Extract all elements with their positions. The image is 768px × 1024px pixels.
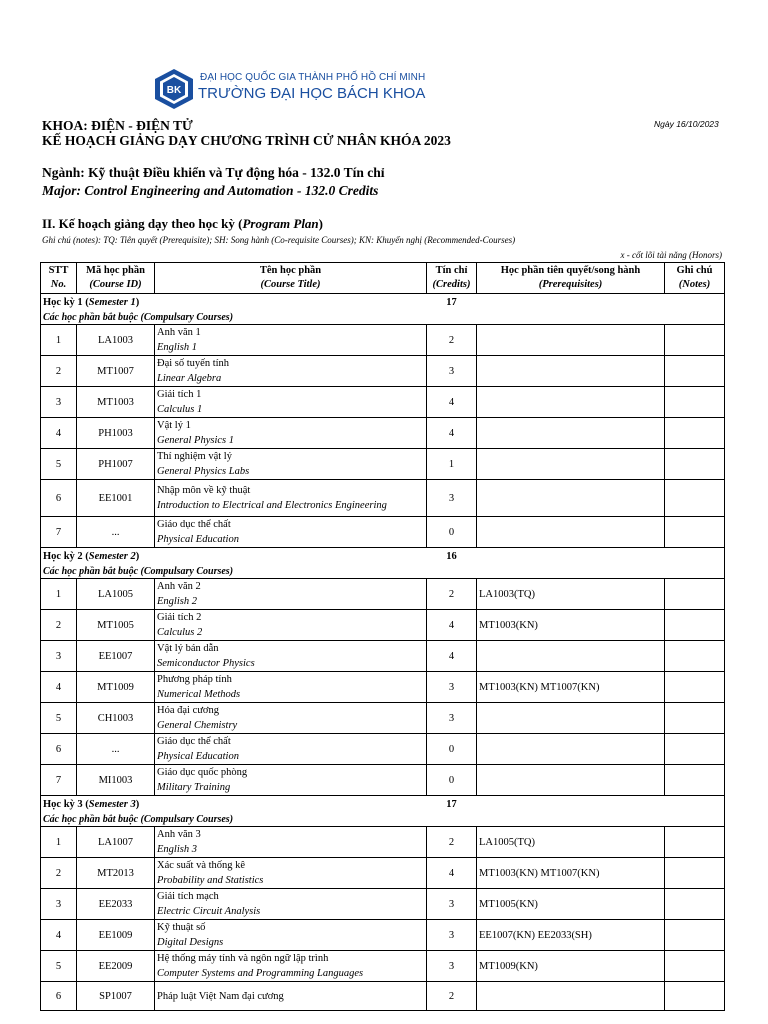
course-group-label: Các học phần bắt buộc (Compulsary Courses) — [41, 564, 725, 579]
cell-notes — [665, 734, 725, 765]
cell-course-id: ... — [77, 517, 155, 548]
cell-course-title — [155, 827, 427, 858]
cell-stt: 3 — [41, 889, 77, 920]
course-title-vi: Vật lý bán dẫn — [157, 643, 219, 654]
cell-course-id: PH1003 — [77, 418, 155, 449]
cell-credits: 3 — [427, 480, 477, 517]
cell-credits: 0 — [427, 517, 477, 548]
cell-course-id: EE2033 — [77, 889, 155, 920]
table-row — [41, 641, 725, 672]
table-row — [41, 418, 725, 449]
cell-stt: 6 — [41, 734, 77, 765]
cell-stt: 1 — [41, 827, 77, 858]
cell-notes — [665, 827, 725, 858]
course-title-vi: Anh văn 3 — [157, 829, 201, 840]
cell-course-title — [155, 449, 427, 480]
plan-heading: II. Kế hoạch giảng dạy theo học kỳ (Program Plan) — [42, 216, 324, 231]
course-title-en: English 1 — [157, 342, 197, 353]
course-title-en: Probability and Statistics — [157, 875, 264, 886]
cell-stt: 4 — [41, 920, 77, 951]
cell-credits: 1 — [427, 449, 477, 480]
course-title-en: English 3 — [157, 844, 197, 855]
course-title-vi: Hệ thống máy tính và ngôn ngữ lập trình — [157, 953, 329, 964]
cell-course-title — [155, 982, 427, 1011]
cell-course-title — [155, 610, 427, 641]
logo-university-system: ĐẠI HỌC QUỐC GIA THÀNH PHỐ HỒ CHÍ MINH — [200, 72, 426, 83]
semester-credits: 16 — [427, 548, 477, 565]
cell-stt: 3 — [41, 387, 77, 418]
cell-prerequisites — [477, 387, 665, 418]
program-title: KẾ HOẠCH GIẢNG DẠY CHƯƠNG TRÌNH CỬ NHÂN KHÓA 2023 — [42, 133, 451, 148]
cell-prerequisites: MT1003(KN) — [477, 610, 665, 641]
cell-course-title — [155, 920, 427, 951]
semester-header-row — [41, 796, 725, 813]
cell-prerequisites: MT1003(KN) MT1007(KN) — [477, 672, 665, 703]
university-logo — [153, 68, 453, 112]
cell-stt: 4 — [41, 672, 77, 703]
course-title-vi: Giáo dục quốc phòng — [157, 767, 248, 778]
faculty-title: KHOA: ĐIỆN - ĐIỆN TỬ — [42, 118, 193, 133]
cell-course-id: MT2013 — [77, 858, 155, 889]
cell-credits: 2 — [427, 827, 477, 858]
semester-credits: 17 — [427, 796, 477, 813]
course-title-vi: Phương pháp tính — [157, 674, 232, 685]
cell-prerequisites — [477, 703, 665, 734]
cell-prerequisites — [477, 982, 665, 1011]
course-title-vi: Giáo dục thể chất — [157, 736, 231, 747]
semester-spacer — [477, 548, 725, 565]
cell-notes — [665, 920, 725, 951]
cell-prerequisites — [477, 480, 665, 517]
cell-notes — [665, 982, 725, 1011]
bk-logo-icon — [153, 68, 195, 110]
col-header-notes: Ghi chú (Notes) — [665, 263, 725, 294]
cell-course-id: MI1003 — [77, 765, 155, 796]
course-title-vi: Giải tích mạch — [157, 891, 219, 902]
cell-course-title — [155, 579, 427, 610]
svg-text:BK: BK — [166, 85, 182, 96]
cell-course-title — [155, 418, 427, 449]
cell-course-id: LA1005 — [77, 579, 155, 610]
cell-stt: 5 — [41, 449, 77, 480]
cell-prerequisites: MT1005(KN) — [477, 889, 665, 920]
cell-credits: 4 — [427, 387, 477, 418]
col-header-credits: Tín chỉ (Credits) — [427, 263, 477, 294]
course-title-en: Physical Education — [157, 751, 239, 762]
cell-course-title — [155, 356, 427, 387]
table-row — [41, 579, 725, 610]
cell-stt: 6 — [41, 982, 77, 1011]
semester-header-row — [41, 294, 725, 311]
course-title-vi: Thí nghiệm vật lý — [157, 451, 232, 462]
cell-stt: 5 — [41, 951, 77, 982]
semester-label: Học kỳ 1 (Semester 1) — [41, 294, 427, 311]
table-row — [41, 889, 725, 920]
cell-credits: 3 — [427, 703, 477, 734]
cell-notes — [665, 480, 725, 517]
course-title-vi: Hóa đại cương — [157, 705, 219, 716]
cell-credits: 2 — [427, 982, 477, 1011]
table-row — [41, 982, 725, 1011]
cell-prerequisites: MT1003(KN) MT1007(KN) — [477, 858, 665, 889]
cell-course-id: CH1003 — [77, 703, 155, 734]
course-title-en: Calculus 2 — [157, 627, 203, 638]
table-row — [41, 734, 725, 765]
table-row — [41, 827, 725, 858]
cell-course-id: MT1005 — [77, 610, 155, 641]
table-row — [41, 517, 725, 548]
cell-course-id: EE1001 — [77, 480, 155, 517]
cell-credits: 4 — [427, 641, 477, 672]
cell-course-id: LA1007 — [77, 827, 155, 858]
table-row — [41, 449, 725, 480]
cell-credits: 0 — [427, 765, 477, 796]
course-title-vi: Pháp luật Việt Nam đại cương — [157, 990, 284, 1002]
cell-credits: 4 — [427, 418, 477, 449]
course-title-vi: Anh văn 2 — [157, 581, 201, 592]
cell-notes — [665, 610, 725, 641]
cell-prerequisites: EE1007(KN) EE2033(SH) — [477, 920, 665, 951]
semester-spacer — [477, 796, 725, 813]
cell-course-id: ... — [77, 734, 155, 765]
course-title-en: Military Training — [157, 782, 231, 793]
course-group-row — [41, 310, 725, 325]
cell-notes — [665, 387, 725, 418]
table-row — [41, 387, 725, 418]
cell-course-title — [155, 703, 427, 734]
course-title-vi: Giải tích 1 — [157, 389, 202, 400]
cell-prerequisites — [477, 356, 665, 387]
document-date: Ngày 16/10/2023 — [654, 119, 719, 129]
course-group-row — [41, 564, 725, 579]
cell-notes — [665, 356, 725, 387]
cell-course-id: LA1003 — [77, 325, 155, 356]
course-title-en: Digital Designs — [157, 937, 224, 948]
cell-course-id: EE1009 — [77, 920, 155, 951]
course-title-vi: Anh văn 1 — [157, 327, 201, 338]
course-group-label: Các học phần bắt buộc (Compulsary Courses) — [41, 812, 725, 827]
cell-credits: 3 — [427, 951, 477, 982]
cell-stt: 2 — [41, 858, 77, 889]
cell-stt: 1 — [41, 579, 77, 610]
course-title-vi: Đại số tuyến tính — [157, 358, 230, 369]
cell-course-id: EE2009 — [77, 951, 155, 982]
cell-course-title — [155, 480, 427, 517]
cell-stt: 6 — [41, 480, 77, 517]
course-title-vi: Giáo dục thể chất — [157, 519, 231, 530]
table-row — [41, 356, 725, 387]
course-title-vi: Kỹ thuật số — [157, 922, 206, 933]
cell-course-id: EE1007 — [77, 641, 155, 672]
cell-notes — [665, 889, 725, 920]
cell-notes — [665, 951, 725, 982]
table-row — [41, 672, 725, 703]
cell-course-title — [155, 765, 427, 796]
cell-course-id: MT1007 — [77, 356, 155, 387]
table-row — [41, 480, 725, 517]
major-title-vi: Ngành: Kỹ thuật Điều khiển và Tự động hóa - 132.0 Tín chỉ — [42, 165, 385, 180]
cell-prerequisites — [477, 765, 665, 796]
table-row — [41, 610, 725, 641]
cell-credits: 3 — [427, 356, 477, 387]
cell-prerequisites: LA1003(TQ) — [477, 579, 665, 610]
semester-label: Học kỳ 2 (Semester 2) — [41, 548, 427, 565]
cell-course-title — [155, 889, 427, 920]
cell-credits: 4 — [427, 610, 477, 641]
cell-prerequisites: LA1005(TQ) — [477, 827, 665, 858]
table-row — [41, 858, 725, 889]
cell-stt: 7 — [41, 517, 77, 548]
course-title-en: Introduction to Electrical and Electronics Engineering — [157, 500, 387, 511]
col-header-course-title: Tên học phần (Course Title) — [155, 263, 427, 294]
course-group-label: Các học phần bắt buộc (Compulsary Courses) — [41, 310, 725, 325]
course-title-vi: Vật lý 1 — [157, 420, 191, 431]
cell-prerequisites: MT1009(KN) — [477, 951, 665, 982]
semester-label: Học kỳ 3 (Semester 3) — [41, 796, 427, 813]
semester-header-row — [41, 548, 725, 565]
course-title-en: English 2 — [157, 596, 197, 607]
course-title-en: Linear Algebra — [157, 373, 222, 384]
cell-stt: 2 — [41, 610, 77, 641]
course-title-en: Computer Systems and Programming Languages — [157, 968, 364, 979]
cell-credits: 0 — [427, 734, 477, 765]
course-title-en: General Physics Labs — [157, 466, 250, 477]
course-title-vi: Giải tích 2 — [157, 612, 202, 623]
course-title-en: Electric Circuit Analysis — [157, 906, 261, 917]
course-title-en: Semiconductor Physics — [157, 658, 255, 669]
cell-course-title — [155, 641, 427, 672]
course-title-en: General Physics 1 — [157, 435, 234, 446]
table-row — [41, 765, 725, 796]
cell-stt: 3 — [41, 641, 77, 672]
semester-spacer — [477, 294, 725, 311]
course-title-en: General Chemistry — [157, 720, 238, 731]
cell-notes — [665, 703, 725, 734]
cell-course-title — [155, 517, 427, 548]
cell-course-id: MT1003 — [77, 387, 155, 418]
cell-prerequisites — [477, 641, 665, 672]
cell-credits: 2 — [427, 325, 477, 356]
cell-course-id: MT1009 — [77, 672, 155, 703]
cell-stt: 1 — [41, 325, 77, 356]
cell-course-title — [155, 672, 427, 703]
cell-notes — [665, 672, 725, 703]
table-row — [41, 703, 725, 734]
cell-course-title — [155, 387, 427, 418]
major-title-en: Major: Control Engineering and Automation - 132.0 Credits — [42, 183, 379, 198]
cell-prerequisites — [477, 517, 665, 548]
cell-notes — [665, 641, 725, 672]
cell-course-id: PH1007 — [77, 449, 155, 480]
cell-credits: 3 — [427, 920, 477, 951]
cell-notes — [665, 517, 725, 548]
table-row — [41, 951, 725, 982]
cell-credits: 3 — [427, 889, 477, 920]
cell-prerequisites — [477, 449, 665, 480]
cell-course-title — [155, 734, 427, 765]
col-header-course-id: Mã học phần (Course ID) — [77, 263, 155, 294]
col-header-stt: STT No. — [41, 263, 77, 294]
cell-notes — [665, 579, 725, 610]
logo-university-name: TRƯỜNG ĐẠI HỌC BÁCH KHOA — [198, 85, 426, 102]
cell-course-title — [155, 858, 427, 889]
course-title-en: Calculus 1 — [157, 404, 203, 415]
cell-credits: 4 — [427, 858, 477, 889]
cell-credits: 3 — [427, 672, 477, 703]
course-title-vi: Nhập môn về kỹ thuật — [157, 485, 251, 496]
semester-credits: 17 — [427, 294, 477, 311]
cell-notes — [665, 325, 725, 356]
cell-stt: 7 — [41, 765, 77, 796]
cell-stt: 5 — [41, 703, 77, 734]
cell-prerequisites — [477, 734, 665, 765]
cell-course-title — [155, 325, 427, 356]
program-plan-table — [40, 262, 725, 1011]
cell-prerequisites — [477, 418, 665, 449]
table-row — [41, 920, 725, 951]
table-row — [41, 325, 725, 356]
course-title-en: Numerical Methods — [157, 689, 241, 700]
cell-notes — [665, 418, 725, 449]
cell-stt: 2 — [41, 356, 77, 387]
table-header-row — [41, 263, 725, 294]
cell-notes — [665, 765, 725, 796]
cell-stt: 4 — [41, 418, 77, 449]
cell-credits: 2 — [427, 579, 477, 610]
abbreviation-notes: Ghi chú (notes): TQ: Tiên quyết (Prerequisite); SH: Song hành (Co-requisite Courses); KN: Khuyến nghị (Recommended-Courses) — [42, 235, 516, 245]
cell-notes — [665, 449, 725, 480]
honors-legend: x - cốt lõi tài năng (Honors) — [620, 250, 722, 260]
course-title-en: Physical Education — [157, 534, 239, 545]
cell-course-title — [155, 951, 427, 982]
course-title-vi: Xác suất và thống kê — [157, 860, 246, 871]
course-group-row — [41, 812, 725, 827]
col-header-prerequisites: Học phần tiên quyết/song hành (Prerequisites) — [477, 263, 665, 294]
cell-prerequisites — [477, 325, 665, 356]
cell-course-id: SP1007 — [77, 982, 155, 1011]
cell-notes — [665, 858, 725, 889]
